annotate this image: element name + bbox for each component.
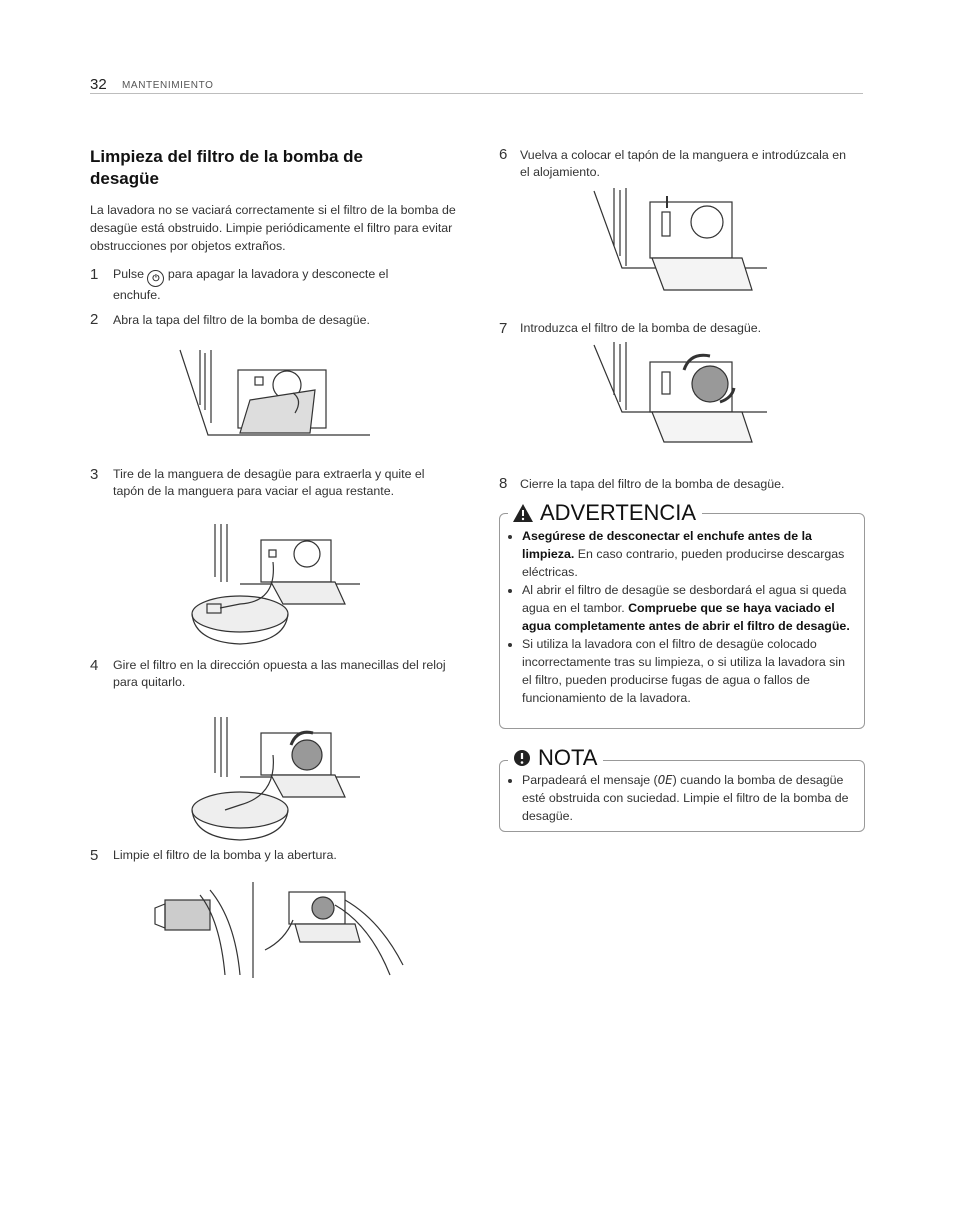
step-2-number: 2 [90, 311, 99, 328]
step-1-text-after: para apagar la lavadora y desconecte el enchufe. [113, 267, 389, 302]
note-text-before: Parpadeará el mensaje ( [522, 773, 658, 787]
step-2-text: Abra la tapa del filtro de la bomba de desagüe. [113, 313, 370, 327]
step-7-text: Introduzca el filtro de la bomba de desagüe. [520, 321, 762, 335]
warning-item-1-bold: Asegúrese de desconectar el enchufe antes de la limpieza. [522, 529, 812, 561]
step-5-text: Limpie el filtro de la bomba y la abertura. [113, 848, 337, 862]
note-text-after: ) cuando la bomba de desagüe esté obstruida con suciedad. Limpie el filtro de la bomba de desagüe. [522, 773, 849, 823]
power-icon: ⏻ [147, 270, 164, 287]
illustration-reinsert-hose-cap [592, 186, 772, 296]
header-divider [90, 93, 863, 94]
step-1-number: 1 [90, 266, 99, 283]
illustration-rotate-filter [185, 715, 365, 843]
illustration-open-filter-cover [175, 345, 375, 445]
warning-item-2-text: Al abrir el filtro de desagüe se desbordará el agua si queda agua en el tambor. [522, 583, 847, 615]
page-number: 32 [90, 76, 107, 93]
step-1-text [113, 266, 413, 304]
warning-item-2-bold: Compruebe que se haya vaciado el agua completamente antes de abrir el filtro de desagüe. [522, 601, 850, 633]
page-title: Limpieza del filtro de la bomba de desagüe [90, 147, 363, 188]
step-7-number: 7 [499, 320, 508, 337]
section-title: MANTENIMIENTO [122, 80, 214, 91]
step-1-text-before: Pulse [113, 267, 144, 281]
note-heading-text: NOTA [538, 745, 598, 770]
intro-paragraph: La lavadora no se vaciará correctamente si el filtro de la bomba de desagüe está obstruido. Limpie periódicamente el filtro para evitar obstrucciones por objetos extraños. [90, 203, 456, 253]
warning-heading [508, 500, 702, 526]
warning-heading-text: ADVERTENCIA [540, 500, 697, 525]
step-4-text: Gire el filtro en la dirección opuesta a las manecillas del reloj para quitarlo. [113, 658, 446, 689]
step-3-text: Tire de la manguera de desagüe para extraerla y quite el tapón de la manguera para vaciar el agua restante. [113, 467, 425, 498]
warning-item-3 [522, 635, 852, 707]
note-body [502, 771, 852, 825]
step-6-text: Vuelva a colocar el tapón de la manguera e introdúzcala en el alojamiento. [520, 148, 847, 179]
step-5-number: 5 [90, 847, 99, 864]
warning-body [502, 527, 852, 707]
note-icon [512, 748, 532, 768]
step-4-number: 4 [90, 657, 99, 674]
warning-item-1-text: En caso contrario, pueden producirse descargas eléctricas. [522, 547, 845, 579]
illustration-insert-filter [592, 340, 772, 450]
warning-item-1 [522, 527, 852, 581]
step-6-number: 6 [499, 146, 508, 163]
note-item [522, 771, 852, 825]
illustration-drain-hose [185, 522, 365, 647]
step-8-text: Cierre la tapa del filtro de la bomba de desagüe. [520, 477, 785, 491]
warning-item-3-text: Si utiliza la lavadora con el filtro de desagüe colocado incorrectamente tras su limpieza, o si utiliza la lavadora sin el filtro, pueden producirse fugas de agua o fallos de funcionamiento de la lavadora. [522, 637, 845, 705]
illustration-clean-filter [145, 880, 405, 980]
note-heading [508, 745, 603, 771]
note-error-code: OE [657, 772, 673, 787]
warning-item-2 [522, 581, 852, 635]
step-8-number: 8 [499, 475, 508, 492]
step-3-number: 3 [90, 466, 99, 483]
warning-triangle-icon [512, 503, 534, 523]
